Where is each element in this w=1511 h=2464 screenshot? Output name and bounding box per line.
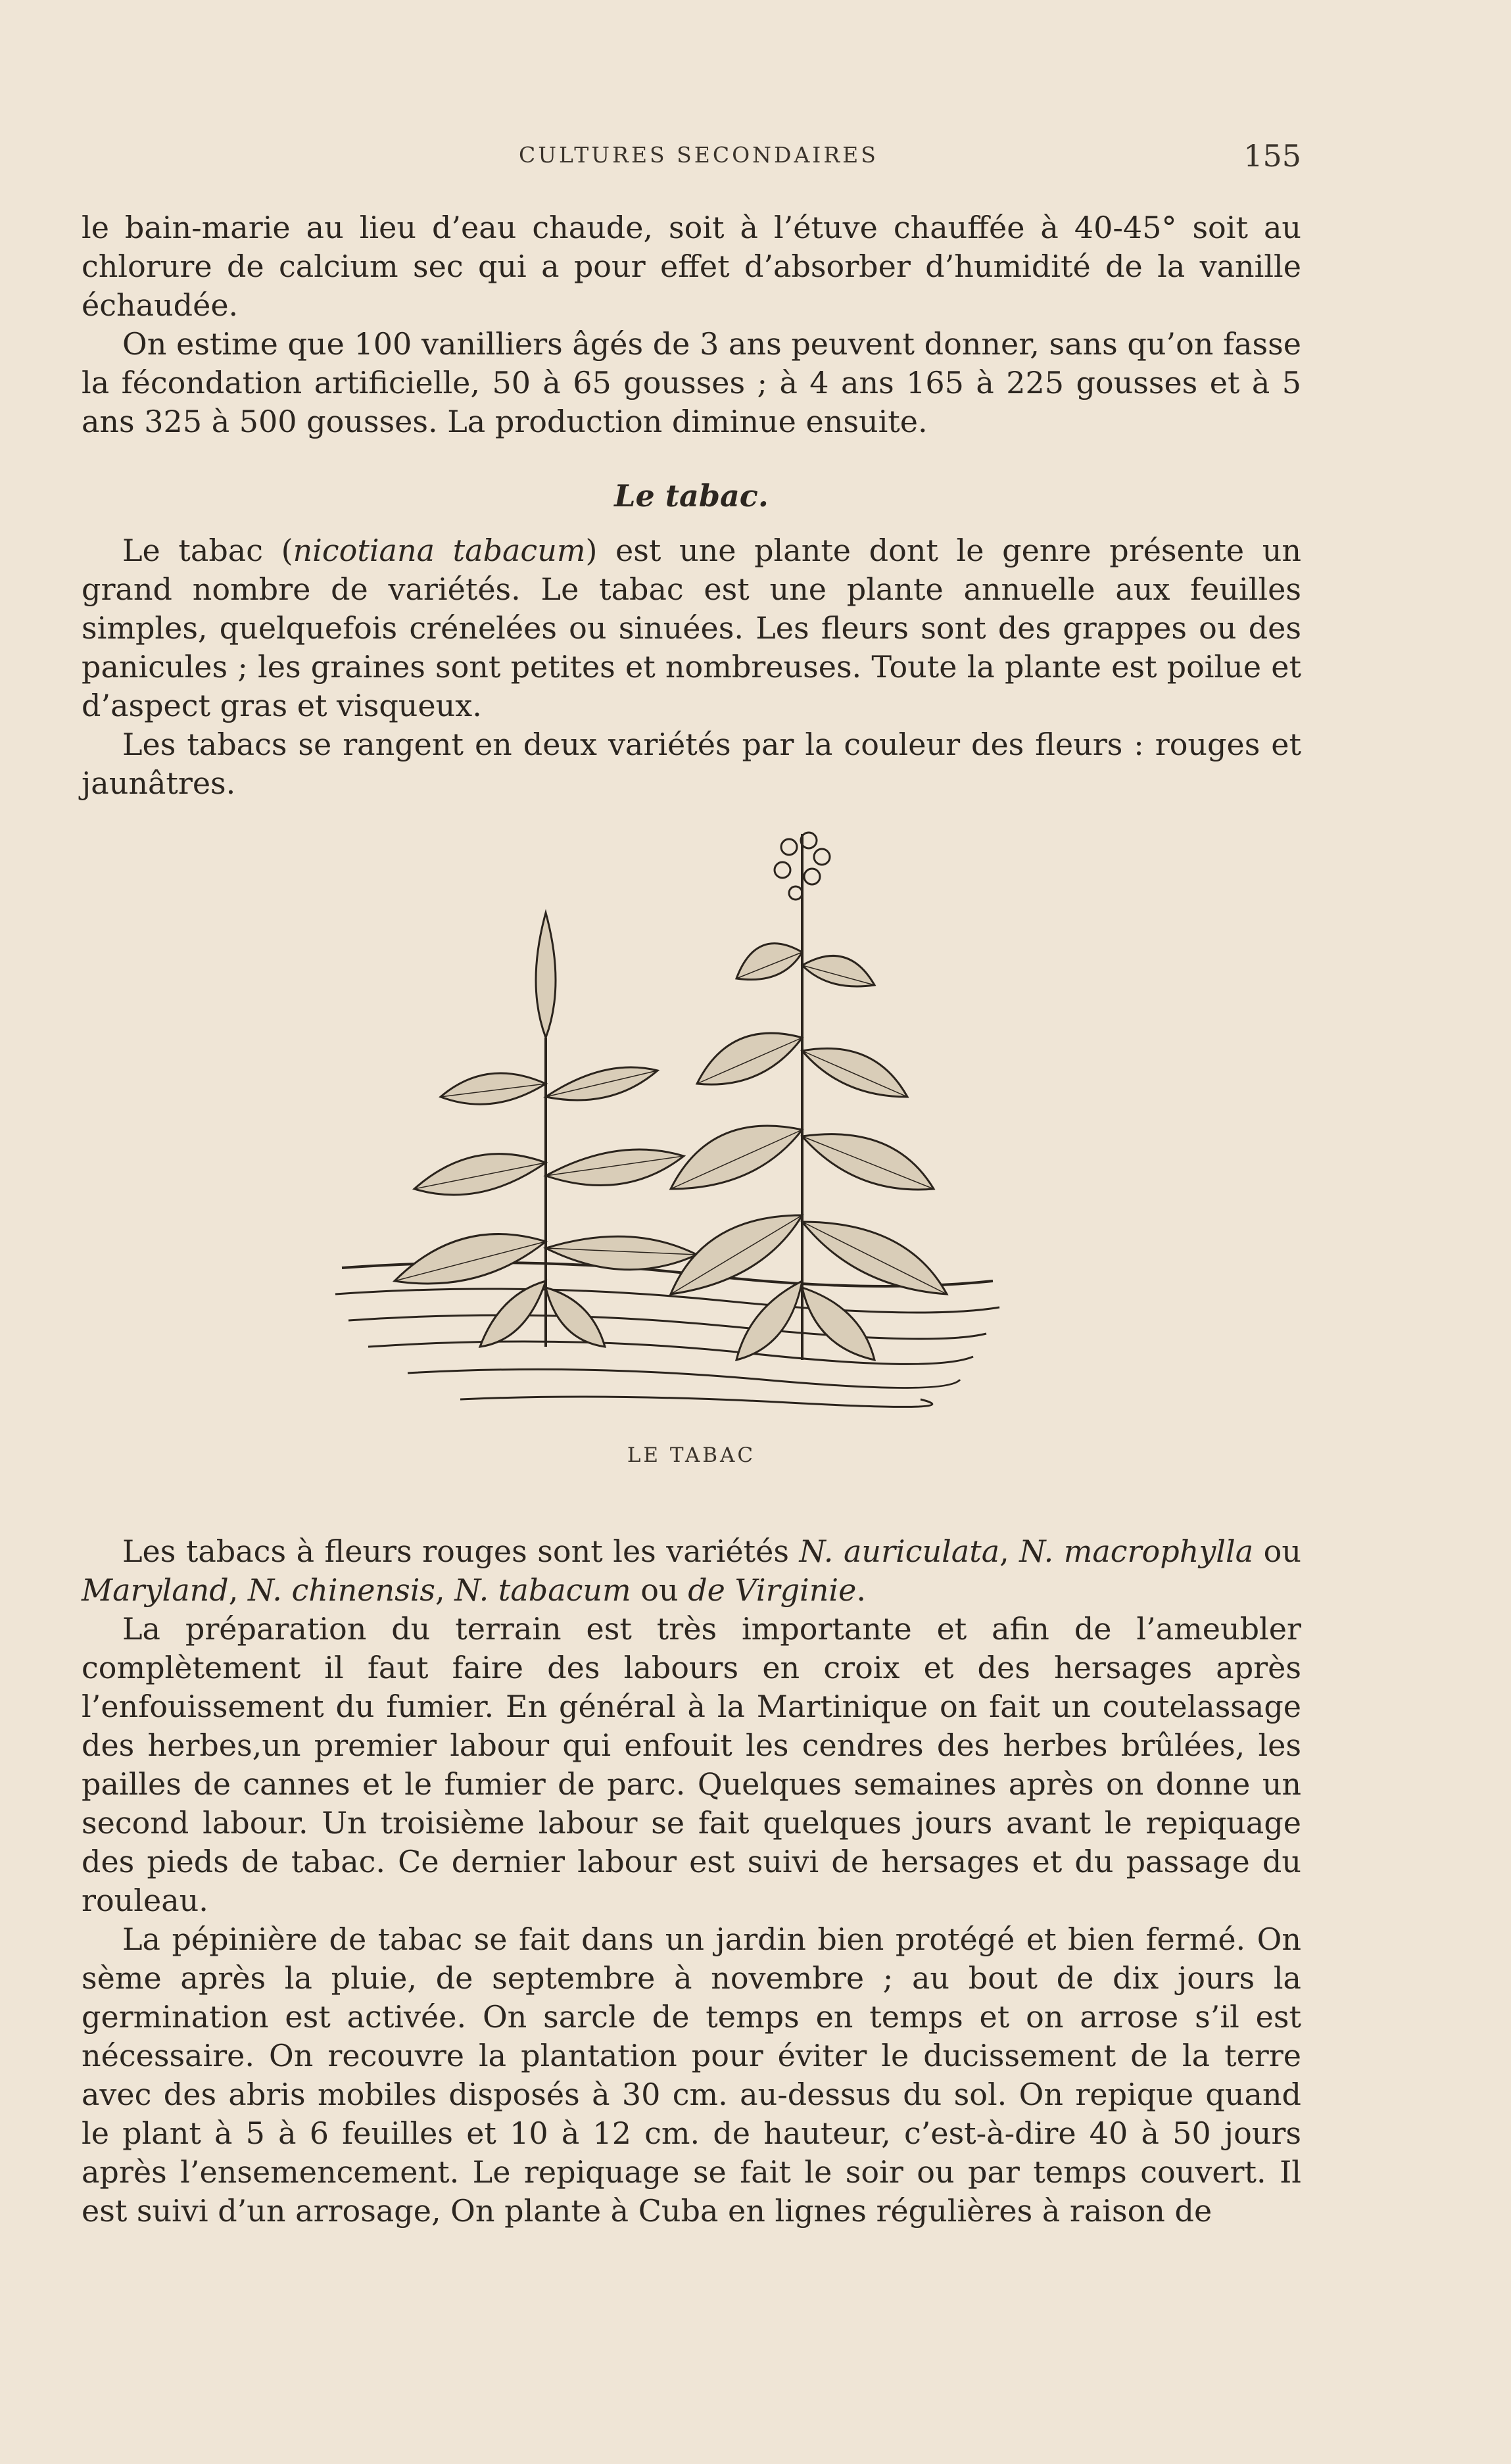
text-run: . — [856, 1572, 866, 1608]
latin-name: Maryland — [82, 1572, 229, 1608]
text-run: , — [228, 1572, 248, 1608]
paragraph: La préparation du terrain est très importante et afin de l’ameubler complètement il faut faire des labours en croix et des hersages après l’enfouissement du fumier. En général à la Martinique on fait un coutelassage des herbes,un premier labour qui enfouit les cendres des herbes brûlées, les pailles de cannes et le fumier de parc. Quelques semaines après on donne un second labour. Un troisième labour se fait quelques jours avant le repiquage des pieds de tabac. Ce dernier labour est suivi de hersages et du passage du rouleau. — [82, 1611, 1301, 1918]
running-title: CULTURES SECONDAIRES — [519, 142, 878, 168]
tobacco-plant-engraving — [329, 821, 1013, 1452]
latin-name: N. macrophylla — [1019, 1534, 1254, 1569]
text-run: , — [435, 1572, 455, 1608]
paragraph: La pépinière de tabac se fait dans un jardin bien protégé et bien fermé. On sème après la pluie, de septembre à novembre ; au bout de dix jours la germination est activée. On sarcle de temps en temps et on arrose s’il est nécessaire. On recouvre la plantation pour éviter le ducissement de la terre avec des abris mobiles disposés à 30 cm. au-dessus du sol. On repique quand le plant à 5 à 6 feuilles et 10 à 12 cm. de hauteur, c’est-à-dire 40 à 50 jours après l’ensemencement. Le repiquage se fait le soir ou par temps couvert. Il est suivi d’un arrosage, On plante à Cuba en lignes régulières à raison de — [82, 1921, 1301, 2229]
paragraph — [82, 531, 1301, 725]
tabac-cultivation-text — [82, 1532, 1301, 2231]
page-header — [82, 138, 1301, 178]
latin-name: N. chinensis — [247, 1572, 436, 1608]
vanilla-text — [82, 208, 1301, 441]
latin-name: N. auriculata — [799, 1534, 1000, 1569]
tobacco-illustration — [329, 821, 1013, 1452]
text-run: ou — [1253, 1534, 1302, 1569]
text-run: Le tabac ( — [122, 533, 293, 568]
text-run: ou — [631, 1572, 688, 1608]
latin-name: nicotiana tabacum — [293, 533, 586, 568]
latin-name: N. tabacum — [454, 1572, 631, 1608]
figure-caption: LE TABAC — [627, 1443, 756, 1467]
text-run: ) est une plante dont le genre présente un grand nombre de variétés. Le tabac est une plante annuelle aux feuilles simples, quelquefois crénelées ou sinuées. Les fleurs sont des grappes ou des panicules ; les graines sont petites et nombreuses. Toute la plante est poilue et d’aspect gras et visqueux. — [82, 533, 1301, 723]
paragraph: le bain-marie au lieu d’eau chaude, soit à l’étuve chauffée à 40-45° soit au chlorure de calcium sec qui a pour effet d’absorber d’humidité de la vanille échaudée. — [82, 210, 1301, 323]
page-number: 155 — [1243, 138, 1301, 174]
text-run: , — [999, 1534, 1020, 1569]
text-run: Les tabacs à fleurs rouges sont les variétés — [122, 1534, 800, 1569]
paragraph: On estime que 100 vanilliers âgés de 3 ans peuvent donner, sans qu’on fasse la fécondation artificielle, 50 à 65 gousses ; à 4 ans 165 à 225 gousses et à 5 ans 325 à 500 gousses. La production diminue ensuite. — [82, 326, 1301, 439]
section-title: Le tabac. — [614, 478, 769, 514]
paragraph — [82, 1532, 1301, 1610]
tabac-intro-text — [82, 531, 1301, 803]
latin-name: de Virginie — [688, 1572, 857, 1608]
paragraph: Les tabacs se rangent en deux variétés par la couleur des fleurs : rouges et jaunâtres. — [82, 727, 1301, 801]
